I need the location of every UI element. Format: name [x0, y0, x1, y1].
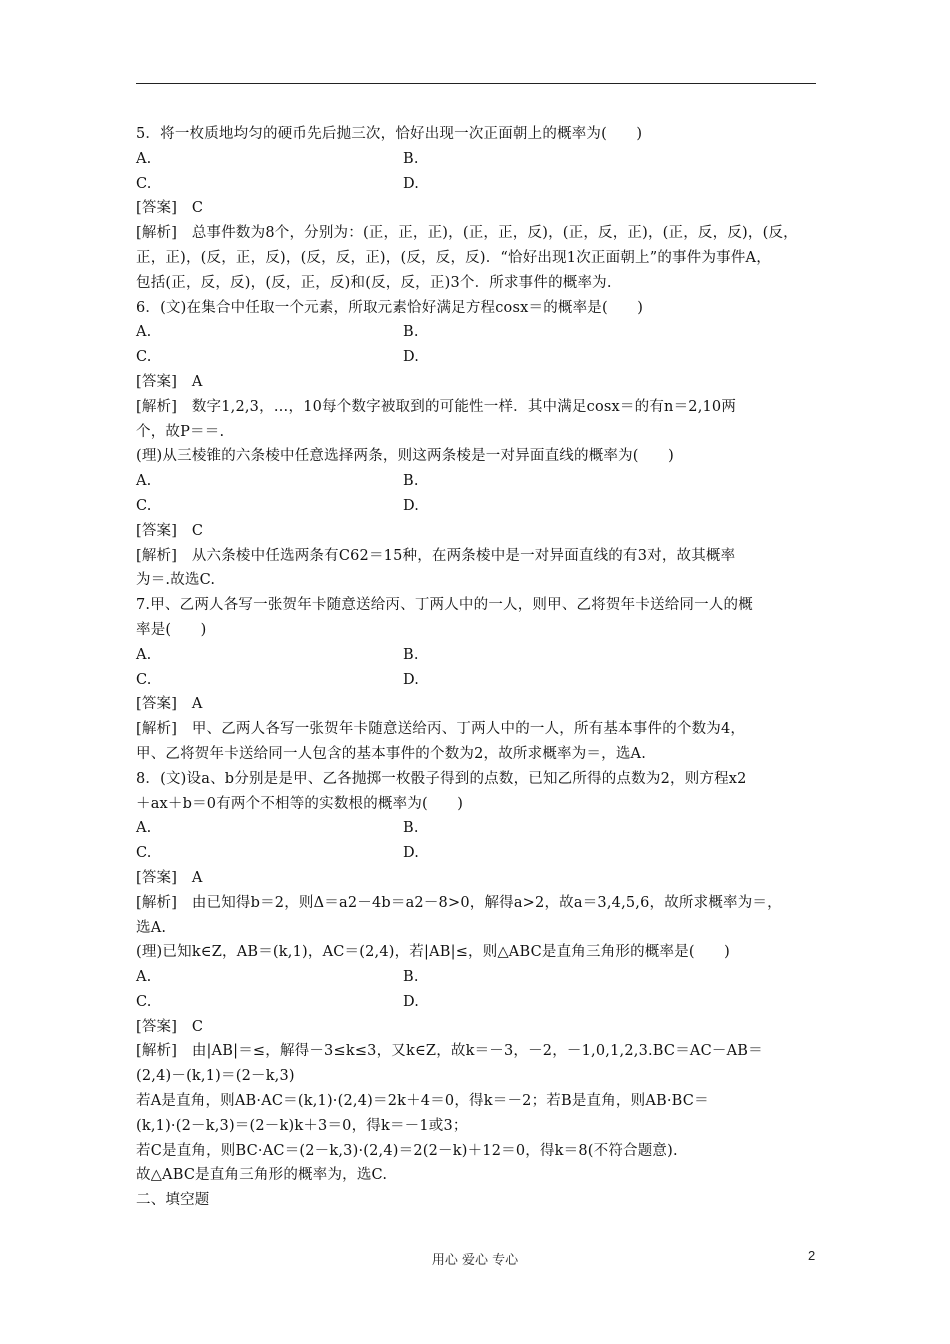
answer-options-row — [136, 643, 820, 668]
option-label: B. — [403, 820, 419, 837]
answer-options-row — [136, 147, 820, 172]
text-line: [解析] 从六条棱中任选两条有C62＝15种，在两条棱中是一对异面直线的有3对，故其概率 — [136, 547, 736, 564]
footer-motto: 用心 爱心 专心 — [431, 1253, 519, 1268]
option-label: D. — [403, 671, 420, 688]
option-label: A. — [136, 969, 152, 986]
option-label: D. — [403, 175, 420, 192]
text-line: 8．(文)设a、b分别是是甲、乙各抛掷一枚骰子得到的点数，已知乙所得的点数为2，则方程x2 — [136, 770, 747, 787]
option-label: D. — [403, 497, 420, 514]
text-line: 个，故P＝＝. — [136, 423, 225, 440]
text-line: [解析] 由已知得b＝2，则Δ＝a2－4b＝a2－8>0，解得a>2，故a＝3,4,5,6，故所求概率为＝， — [136, 894, 782, 911]
text-line: 甲、乙将贺年卡送给同一人包含的基本事件的个数为2，故所求概率为＝，选A. — [136, 745, 647, 762]
option-label: A. — [136, 646, 152, 663]
option-label: B. — [403, 150, 419, 167]
text-line: [解析] 数字1,2,3，…，10每个数字被取到的可能性一样．其中满足cosx＝的有n＝2,10两 — [136, 398, 737, 415]
text-line: (理)已知k∈Z，AB＝(k,1)，AC＝(2,4)，若|AB|≤，则△ABC是直角三角形的概率是( ) — [136, 944, 731, 961]
text-line: 若A是直角，则AB·AC＝(k,1)·(2,4)＝2k＋4＝0，得k＝－2；若B是直角，则AB·BC＝ — [136, 1093, 709, 1110]
text-line: 7.甲、乙两人各写一张贺年卡随意送给丙、丁两人中的一人，则甲、乙将贺年卡送给同一人的概 — [136, 597, 753, 614]
text-line: [答案] A — [136, 373, 203, 390]
header-rule — [136, 83, 816, 84]
option-label: B. — [403, 969, 419, 986]
option-label: C. — [136, 497, 152, 514]
option-label: A. — [136, 150, 152, 167]
option-label: C. — [136, 993, 152, 1010]
text-line: [答案] C — [136, 1018, 204, 1035]
answer-options-row — [136, 990, 820, 1015]
answer-options-row — [136, 965, 820, 990]
option-label: D. — [403, 845, 420, 862]
text-line: 选A. — [136, 919, 167, 936]
text-line: [答案] C — [136, 200, 204, 217]
text-line: ＋ax＋b＝0有两个不相等的实数根的概率为( ) — [136, 795, 464, 812]
text-line: [解析] 总事件数为8个，分别为：(正，正，正)，(正，正，反)，(正，反，正)，(正，反，反)，(反， — [136, 225, 798, 242]
answer-options-row — [136, 172, 820, 197]
option-label: A. — [136, 473, 152, 490]
page-number: 2 — [808, 1248, 816, 1263]
option-label: D. — [403, 349, 420, 366]
answer-options-row — [136, 816, 820, 841]
text-line: 二、填空题 — [136, 1192, 210, 1209]
text-line: [答案] A — [136, 696, 203, 713]
text-line: 正，正)，(反，正，反)，(反，反，正)，(反，反，反)．“恰好出现1次正面朝上”的事件为事件A， — [136, 249, 771, 266]
answer-options-row — [136, 469, 820, 494]
text-line: [解析] 甲、乙两人各写一张贺年卡随意送给丙、丁两人中的一人，所有基本事件的个数为4， — [136, 721, 746, 738]
option-label: C. — [136, 349, 152, 366]
text-line: 若C是直角，则BC·AC＝(2－k,3)·(2,4)＝2(2－k)＋12＝0，得k＝8(不符合题意). — [136, 1142, 678, 1159]
answer-options-row — [136, 345, 820, 370]
text-line: 率是( ) — [136, 621, 207, 638]
option-label: C. — [136, 175, 152, 192]
option-label: B. — [403, 473, 419, 490]
answer-options-row — [136, 320, 820, 345]
document-body — [136, 122, 820, 1213]
text-line: [答案] A — [136, 869, 203, 886]
text-line: [答案] C — [136, 522, 204, 539]
answer-options-row — [136, 494, 820, 519]
text-line: 为＝.故选C. — [136, 572, 216, 589]
option-label: C. — [136, 671, 152, 688]
option-label: C. — [136, 845, 152, 862]
text-line: 5．将一枚质地均匀的硬币先后抛三次，恰好出现一次正面朝上的概率为( ) — [136, 126, 643, 142]
text-line: [解析] 由|AB|＝≤，解得－3≤k≤3，又k∈Z，故k＝－3，－2，－1,0,1,2,3.BC＝AC－AB＝ — [136, 1043, 763, 1060]
text-line: (理)从三棱锥的六条棱中任意选择两条，则这两条棱是一对异面直线的概率为( ) — [136, 448, 674, 465]
option-label: A. — [136, 820, 152, 837]
text-line: 包括(正，反，反)，(反，正，反)和(反，反，正)3个．所求事件的概率为. — [136, 274, 612, 291]
option-label: B. — [403, 324, 419, 341]
option-label: A. — [136, 324, 152, 341]
text-line: 6．(文)在集合中任取一个元素，所取元素恰好满足方程cosx＝的概率是( ) — [136, 299, 644, 316]
text-line: 故△ABC是直角三角形的概率为，选C. — [136, 1167, 388, 1184]
text-line: (2,4)－(k,1)＝(2－k,3) — [136, 1068, 295, 1085]
text-line: (k,1)·(2－k,3)＝(2－k)k＋3＝0，得k＝－1或3； — [136, 1117, 468, 1134]
answer-options-row — [136, 841, 820, 866]
option-label: B. — [403, 646, 419, 663]
option-label: D. — [403, 993, 420, 1010]
answer-options-row — [136, 668, 820, 693]
